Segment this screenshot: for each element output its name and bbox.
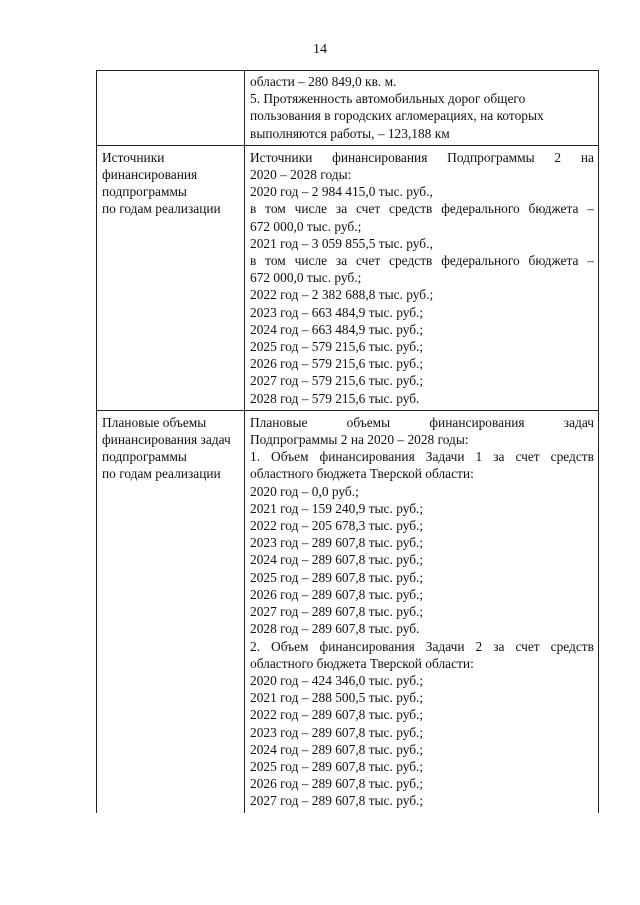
label-line: подпрограммы bbox=[102, 184, 187, 200]
content-line: 2025 год – 579 215,6 тыс. руб.; bbox=[250, 339, 424, 355]
content-line: 2024 год – 663 484,9 тыс. руб.; bbox=[250, 321, 424, 337]
content-line: 2023 год – 289 607,8 тыс. руб.; bbox=[250, 724, 424, 740]
row-content-cell bbox=[245, 71, 599, 146]
content-line: пользования в городских агломерациях, на которых bbox=[250, 108, 544, 124]
content-line: 2022 год – 205 678,3 тыс. руб.; bbox=[250, 518, 424, 534]
label-line: по годам реализации bbox=[102, 466, 221, 482]
content-line: Подпрограммы 2 на 2020 – 2028 годы: bbox=[250, 432, 469, 448]
content-line: 2025 год – 289 607,8 тыс. руб.; bbox=[250, 569, 424, 585]
content-line: 2028 год – 579 215,6 тыс. руб. bbox=[250, 390, 420, 406]
content-line: 2024 год – 289 607,8 тыс. руб.; bbox=[250, 741, 424, 757]
content-line: 672 000,0 тыс. руб.; bbox=[250, 218, 362, 234]
content-line: 2025 год – 289 607,8 тыс. руб.; bbox=[250, 758, 424, 774]
content-line: 2021 год – 159 240,9 тыс. руб.; bbox=[250, 500, 424, 516]
content-line: 2021 год – 3 059 855,5 тыс. руб., bbox=[250, 235, 433, 251]
label-line: подпрограммы bbox=[102, 449, 187, 465]
label-line: финансирования bbox=[102, 167, 198, 183]
content-line: 2020 год – 2 984 415,0 тыс. руб., bbox=[250, 184, 433, 200]
table-row bbox=[97, 410, 599, 812]
content-line: Плановые объемы финансирования задач bbox=[250, 414, 594, 430]
row-label-cell bbox=[97, 71, 245, 146]
content-line: области – 280 849,0 кв. м. bbox=[250, 74, 397, 89]
content-line: 2027 год – 579 215,6 тыс. руб.; bbox=[250, 373, 424, 389]
content-line: в том числе за счет средств федерального бюджета – bbox=[250, 201, 594, 217]
content-line: 2024 год – 289 607,8 тыс. руб.; bbox=[250, 552, 424, 568]
table-body bbox=[97, 71, 599, 813]
label-line: финансирования задач bbox=[102, 432, 231, 448]
content-line: Источники финансирования Подпрограммы 2 на bbox=[250, 149, 594, 165]
content-line: 1. Объем финансирования Задачи 1 за счет средств bbox=[250, 449, 594, 465]
label-line: Источники bbox=[102, 149, 165, 165]
content-line: областного бюджета Тверской области: bbox=[250, 655, 474, 671]
content-line: 2026 год – 289 607,8 тыс. руб.; bbox=[250, 776, 424, 792]
table-row bbox=[97, 145, 599, 410]
content-line: областного бюджета Тверской области: bbox=[250, 466, 474, 482]
content-line: 2026 год – 579 215,6 тыс. руб.; bbox=[250, 356, 424, 372]
row-label-cell bbox=[97, 410, 245, 812]
row-label-cell bbox=[97, 145, 245, 410]
content-line: 2021 год – 288 500,5 тыс. руб.; bbox=[250, 690, 424, 706]
content-line: 2023 год – 289 607,8 тыс. руб.; bbox=[250, 535, 424, 551]
label-line: по годам реализации bbox=[102, 201, 221, 217]
content-line: 2023 год – 663 484,9 тыс. руб.; bbox=[250, 304, 424, 320]
row-content-cell bbox=[245, 410, 599, 812]
table-row bbox=[97, 71, 599, 146]
content-line: 2022 год – 2 382 688,8 тыс. руб.; bbox=[250, 287, 434, 303]
content-line: 672 000,0 тыс. руб.; bbox=[250, 270, 362, 286]
content-line: 2020 год – 424 346,0 тыс. руб.; bbox=[250, 672, 424, 688]
label-line: Плановые объемы bbox=[102, 414, 207, 430]
content-line: 2026 год – 289 607,8 тыс. руб.; bbox=[250, 586, 424, 602]
content-line: в том числе за счет средств федерального бюджета – bbox=[250, 253, 594, 269]
page-number: 14 bbox=[313, 42, 327, 57]
content-line: 2027 год – 289 607,8 тыс. руб.; bbox=[250, 604, 424, 620]
content-line: 2020 год – 0,0 руб.; bbox=[250, 483, 359, 499]
content-line: 5. Протяженность автомобильных дорог общего bbox=[250, 91, 526, 107]
content-line: 2. Объем финансирования Задачи 2 за счет средств bbox=[250, 638, 594, 654]
content-line: 2020 – 2028 годы: bbox=[250, 167, 352, 183]
content-line: 2028 год – 289 607,8 тыс. руб. bbox=[250, 621, 420, 637]
row-content-cell bbox=[245, 145, 599, 410]
passport-table bbox=[96, 70, 599, 813]
content-line: выполняются работы, – 123,188 км bbox=[250, 125, 450, 141]
content-line: 2027 год – 289 607,8 тыс. руб.; bbox=[250, 793, 424, 809]
content-line: 2022 год – 289 607,8 тыс. руб.; bbox=[250, 707, 424, 723]
